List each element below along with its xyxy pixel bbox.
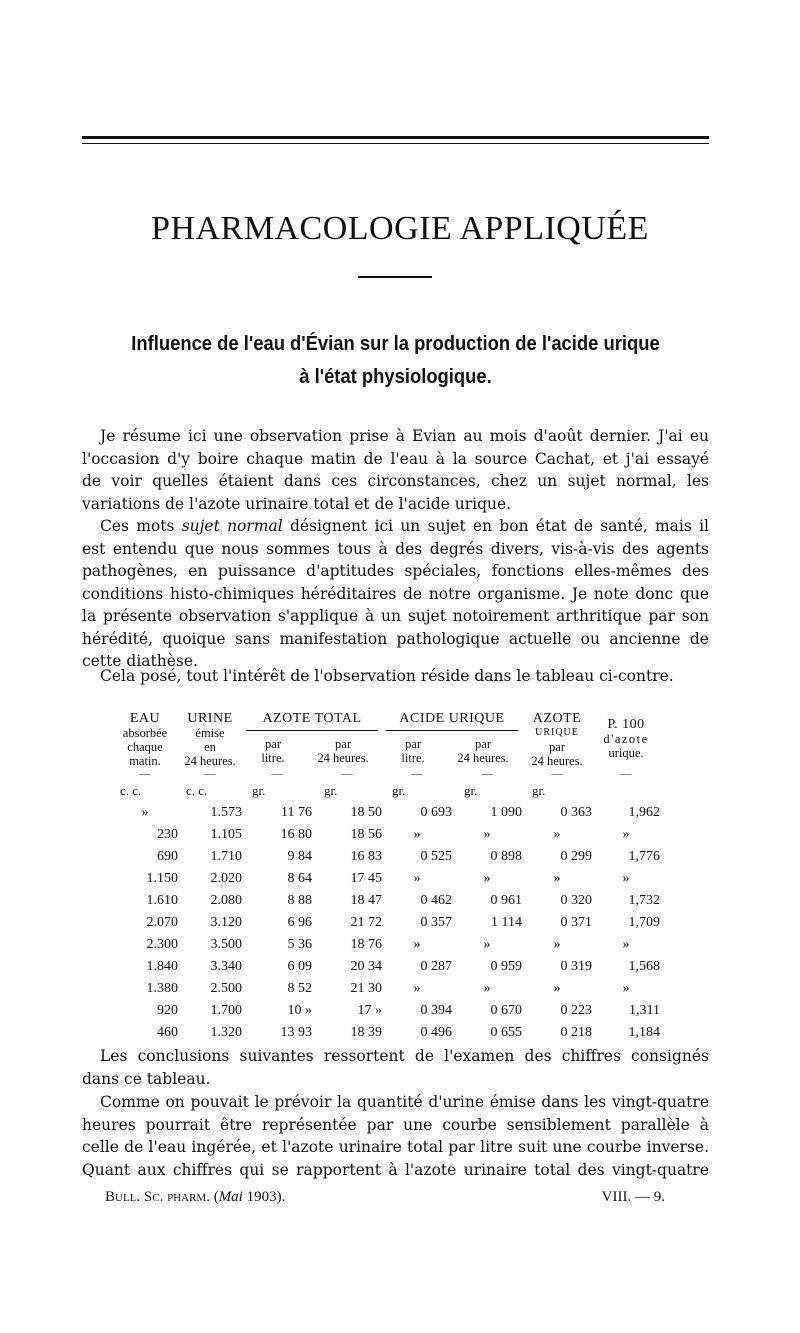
table-cell: 0 693 <box>420 805 452 820</box>
table-cell: 1,732 <box>628 893 660 908</box>
header-sub <box>382 737 444 765</box>
dash: — <box>139 768 151 780</box>
table-cell: 0 218 <box>560 1025 592 1040</box>
text-line: celle de l'eau ingérée, et l'azote urinaire total par litre suit une courbe inverse. <box>82 1138 709 1156</box>
header-text: par <box>475 737 491 751</box>
header-text: EAU <box>129 711 161 726</box>
table-cell: » <box>553 937 561 952</box>
table-cell: 18 50 <box>350 805 382 820</box>
table-cell: » <box>622 937 630 952</box>
table-cell: 1,962 <box>628 805 660 820</box>
table-cell: 0 959 <box>490 959 522 974</box>
header-text: 24 heures. <box>457 751 509 765</box>
subtitle-line-1: Influence de l'eau d'Évian sur la production de l'acide urique <box>131 333 660 355</box>
table-cell: 0 961 <box>490 893 522 908</box>
table-cell: 0 299 <box>560 849 592 864</box>
article-subtitle <box>107 328 684 394</box>
table-cell: 6 96 <box>287 915 312 930</box>
table-row <box>112 912 660 934</box>
text-line: l'occasion d'y boire chaque matin de l'eau à la source Cachat, et j'ai essayé <box>82 449 709 468</box>
table-cell: » <box>413 827 421 842</box>
table-cell: » <box>483 981 491 996</box>
table-cell: 1,776 <box>628 849 660 864</box>
text-line: Cela posé, tout l'intérêt de l'observation réside dans le tableau ci-contre. <box>100 667 674 685</box>
table-body <box>112 802 660 1044</box>
table-row <box>112 956 660 978</box>
table-cell: 1,311 <box>629 1003 660 1018</box>
text-line: Les conclusions suivantes ressortent de l'examen des chiffres consignés <box>100 1047 709 1065</box>
header-text: AZOTE <box>532 711 582 726</box>
table-cell: 8 64 <box>287 871 312 886</box>
header-text: 24 heures. <box>531 754 583 768</box>
unit-cell: c. c. <box>120 783 142 798</box>
citation-text: 1903). <box>242 1189 286 1205</box>
table-cell: 230 <box>157 827 178 842</box>
header-text: matin. <box>129 754 161 768</box>
table-row <box>112 868 660 890</box>
text-line: conditions histo-chimiques héréditaires de notre organisme. Je note donc que <box>82 584 709 603</box>
text-fragment: désignent ici un sujet en bon état de santé, mais il <box>282 517 709 535</box>
table-cell: 2.020 <box>210 871 242 886</box>
header-text: P. 100 <box>607 717 645 732</box>
text-line: Je résume ici une observation prise à Evian au mois d'août dernier. J'ai eu <box>100 427 709 445</box>
table-cell: 0 462 <box>420 893 452 908</box>
table-cell: 1,568 <box>628 959 660 974</box>
table-row <box>112 824 660 846</box>
table-cell: 9 84 <box>287 849 312 864</box>
unit-cell: gr. <box>324 783 338 798</box>
table-cell: 0 319 <box>560 959 592 974</box>
table-cell: 8 88 <box>287 893 312 908</box>
header-urine <box>178 712 242 768</box>
table-cell: 1.610 <box>146 893 178 908</box>
header-p100 <box>592 712 660 768</box>
dash: — <box>481 768 493 780</box>
table-cell: 1.710 <box>210 849 242 864</box>
table-cell: » <box>483 871 491 886</box>
table-cell: » <box>483 827 491 842</box>
unit-cell <box>592 780 660 802</box>
table-cell: 2.070 <box>146 915 178 930</box>
table-cell: 1 090 <box>490 805 522 820</box>
unit-cell: c. c. <box>186 783 208 798</box>
unit-cell: gr. <box>532 783 546 798</box>
header-text: litre. <box>401 751 425 765</box>
table-cell: 1.150 <box>146 871 178 886</box>
title-divider <box>358 276 432 278</box>
table-cell: 3.340 <box>210 959 242 974</box>
table-cell: 16 80 <box>280 827 312 842</box>
text-line: dans ce tableau. <box>82 1069 211 1088</box>
header-text: par <box>335 737 351 751</box>
text-line: Comme on pouvait le prévoir la quantité d'urine émise dans les vingt-quatre <box>100 1093 709 1111</box>
paragraph-1 <box>82 425 709 515</box>
header-text: par <box>405 737 421 751</box>
dash: — <box>411 768 423 780</box>
header-acide-urique <box>382 712 522 768</box>
header-text: urique. <box>608 746 644 760</box>
table-cell: » <box>483 937 491 952</box>
table-cell: » <box>413 937 421 952</box>
table-cell: 21 72 <box>350 915 382 930</box>
table-cell: 0 223 <box>560 1003 592 1018</box>
header-brace <box>246 730 378 731</box>
header-text: chaque <box>127 740 163 754</box>
header-azote-total <box>242 712 382 768</box>
header-azote-urique <box>522 712 592 768</box>
table-cell: 18 47 <box>350 893 382 908</box>
paragraph-4 <box>82 1045 709 1090</box>
header-text: litre. <box>261 751 285 765</box>
table-cell: 18 39 <box>350 1025 382 1040</box>
table-cell: 1,184 <box>628 1025 660 1040</box>
paragraph-2 <box>82 515 709 673</box>
header-text: par <box>265 737 281 751</box>
header-subcolumns <box>242 737 382 765</box>
page-title: PHARMACOLOGIE APPLIQUÉE <box>151 210 649 247</box>
header-text: ACIDE URIQUE <box>399 711 505 726</box>
text-line: heures pourrait être représentée par une courbe sensiblement parallèle à <box>82 1115 709 1134</box>
top-rule-thin <box>82 143 709 144</box>
table-row <box>112 1022 660 1044</box>
text-line: variations de l'azote urinaire total et de l'acide urique. <box>82 494 512 513</box>
table-cell: » <box>413 981 421 996</box>
unit-cell: gr. <box>464 783 478 798</box>
table-cell: » <box>413 871 421 886</box>
table-cell: 0 371 <box>560 915 592 930</box>
text-fragment: Ces mots <box>100 517 182 535</box>
dash: — <box>620 768 632 780</box>
table-cell: 1.700 <box>210 1003 242 1018</box>
citation-text: Bull. Sc. pharm. ( <box>105 1189 219 1205</box>
table-row <box>112 934 660 956</box>
emphasis-text: sujet normal <box>181 517 283 535</box>
table-cell: 17 » <box>357 1003 382 1018</box>
header-text: URIQUE <box>535 727 579 738</box>
header-text: d'azote <box>603 732 649 746</box>
page-number: VIII. — 9. <box>601 1189 665 1205</box>
table-cell: » <box>553 827 561 842</box>
table-cell: 920 <box>157 1003 178 1018</box>
header-text: 24 heures. <box>184 754 236 768</box>
table-cell: » <box>553 871 561 886</box>
paragraph-5 <box>82 1091 709 1181</box>
table-cell: 5 36 <box>287 937 312 952</box>
table-row <box>112 978 660 1000</box>
table-cell: 3.500 <box>210 937 242 952</box>
table-header-row <box>112 712 660 768</box>
table-cell: 20 34 <box>350 959 382 974</box>
paragraph-3 <box>82 665 709 688</box>
header-text: par <box>549 740 565 754</box>
table-cell: 0 525 <box>420 849 452 864</box>
table-row <box>112 1000 660 1022</box>
table-cell: 18 76 <box>350 937 382 952</box>
table-cell: 1.105 <box>210 827 242 842</box>
header-eau <box>112 712 178 768</box>
table-cell: 11 76 <box>281 805 312 820</box>
table-cell: 1 114 <box>491 915 522 930</box>
units-row <box>112 780 660 802</box>
text-line: cette diathèse. <box>82 652 198 670</box>
text-line: hérédité, quoique sans manifestation pathologique actuelle ou ancienne de <box>82 629 709 648</box>
table-cell: 16 83 <box>350 849 382 864</box>
table-cell: 13 93 <box>280 1025 312 1040</box>
table-cell: » <box>141 805 149 820</box>
table-cell: 0 898 <box>490 849 522 864</box>
table-cell: 2.500 <box>210 981 242 996</box>
header-sub <box>444 737 522 765</box>
unit-cell: gr. <box>392 783 406 798</box>
table-cell: 1,709 <box>628 915 660 930</box>
subtitle-line-2: à l'état physiologique. <box>299 366 492 388</box>
header-text: AZOTE TOTAL <box>262 711 362 726</box>
table-cell: 2.300 <box>146 937 178 952</box>
table-cell: 1.573 <box>210 805 242 820</box>
table-cell: 2.080 <box>210 893 242 908</box>
unit-cell: gr. <box>252 783 266 798</box>
header-text: 24 heures. <box>317 751 369 765</box>
table-cell: 0 496 <box>420 1025 452 1040</box>
dash-row <box>112 768 660 780</box>
table-cell: 3.120 <box>210 915 242 930</box>
table-cell: 21 30 <box>350 981 382 996</box>
table-cell: » <box>553 981 561 996</box>
table-cell: 10 » <box>287 1003 312 1018</box>
table-cell: 0 357 <box>420 915 452 930</box>
table-cell: 1.840 <box>146 959 178 974</box>
header-text: en <box>204 740 216 754</box>
text-line: Quant aux chiffres qui se rapportent à l'azote urinaire total des vingt-quatre <box>82 1160 709 1179</box>
table-cell: » <box>622 871 630 886</box>
table-row <box>112 802 660 824</box>
header-subcolumns <box>382 737 522 765</box>
table-cell: 690 <box>157 849 178 864</box>
table-cell: » <box>622 981 630 996</box>
table-cell: 0 320 <box>560 893 592 908</box>
table-cell: 1.380 <box>146 981 178 996</box>
table-cell: » <box>622 827 630 842</box>
table-cell: 6 09 <box>287 959 312 974</box>
table-cell: 1.320 <box>210 1025 242 1040</box>
table-cell: 8 52 <box>287 981 312 996</box>
header-sub <box>304 737 382 765</box>
dash: — <box>271 768 283 780</box>
table-cell: 460 <box>157 1025 178 1040</box>
table-cell: 0 394 <box>420 1003 452 1018</box>
top-rule-thick <box>82 136 709 139</box>
text-line: est entendu que nous sommes tous à des degrés divers, vis-à-vis des agents <box>82 539 709 558</box>
dash: — <box>341 768 353 780</box>
text-line <box>82 515 709 538</box>
header-text: émise <box>195 726 225 740</box>
data-table <box>112 712 660 1044</box>
table-row <box>112 846 660 868</box>
header-text: absorbée <box>122 726 168 740</box>
text-line: la présente observation s'applique à un sujet notoirement arthritique par son <box>82 607 709 625</box>
header-text: URINE <box>187 711 233 726</box>
table-cell: 0 363 <box>560 805 592 820</box>
table-cell: 0 287 <box>420 959 452 974</box>
dash: — <box>204 768 216 780</box>
text-line: pathogènes, en puissance d'aptitudes spéciales, fonctions elles-mêmes des <box>82 562 709 580</box>
table-cell: 17 45 <box>350 871 382 886</box>
table-row <box>112 890 660 912</box>
table-cell: 0 670 <box>490 1003 522 1018</box>
table-cell: 0 655 <box>490 1025 522 1040</box>
header-brace <box>386 730 518 731</box>
text-line: de voir quelles étaient dans ces circonstances, chez un sujet normal, les <box>82 472 709 490</box>
citation-month: Mai <box>218 1189 243 1205</box>
header-sub <box>242 737 304 765</box>
table-cell: 18 56 <box>350 827 382 842</box>
journal-citation <box>105 1189 285 1206</box>
dash: — <box>551 768 563 780</box>
